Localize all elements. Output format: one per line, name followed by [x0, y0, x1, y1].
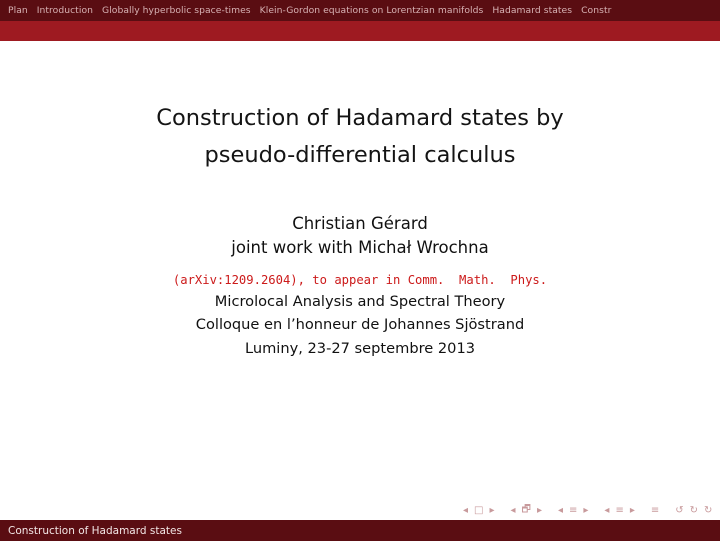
footer-short-title: Construction of Hadamard states: [8, 524, 182, 537]
beamer-navigation-controls: [463, 502, 718, 518]
slide-title: [0, 100, 720, 174]
toc-icon[interactable]: ≡: [650, 504, 660, 516]
frame-icon[interactable]: 🗗: [521, 503, 531, 515]
nav-section-plan[interactable]: Plan: [8, 5, 28, 16]
title-line-1: Construction of Hadamard states by: [156, 105, 564, 131]
venue-line-3: Luminy, 23-27 septembre 2013: [244, 340, 476, 357]
next-slide-icon[interactable]: ▸: [489, 504, 495, 516]
next-section-icon[interactable]: ▸: [629, 504, 635, 516]
nav-section-hadamard-states[interactable]: Hadamard states: [492, 5, 573, 16]
nav-section-globally-hyperbolic[interactable]: Globally hyperbolic space-times: [102, 5, 251, 16]
section-navigation-bar: [0, 0, 720, 21]
venue-line-1: Microlocal Analysis and Spectral Theory: [214, 293, 506, 310]
slide-icon[interactable]: □: [474, 504, 484, 516]
prev-subsection-icon[interactable]: ◂: [557, 504, 563, 516]
venue-line-2: Colloque en l’honneur de Johannes Sjöstrand: [195, 316, 525, 333]
back-icon[interactable]: ↺: [675, 504, 684, 516]
subsection-bar: [0, 21, 720, 41]
footer-bar: [0, 520, 720, 541]
prev-section-icon[interactable]: ◂: [604, 504, 610, 516]
next-subsection-icon[interactable]: ▸: [583, 504, 589, 516]
section-icon[interactable]: ≡: [615, 504, 624, 516]
forward-icon[interactable]: ↻: [689, 504, 699, 516]
search-icon[interactable]: ↻: [704, 504, 713, 516]
title-line-2: pseudo-differential calculus: [204, 142, 516, 168]
prev-slide-icon[interactable]: ◂: [463, 504, 469, 516]
nav-section-introduction[interactable]: Introduction: [36, 5, 93, 16]
subsection-icon[interactable]: ≡: [569, 504, 578, 516]
prev-frame-icon[interactable]: ◂: [510, 504, 516, 516]
next-frame-icon[interactable]: ▸: [536, 504, 542, 516]
author-name: Christian Gérard: [292, 214, 428, 233]
nav-section-construction[interactable]: Constr: [581, 5, 612, 16]
joint-work-note: joint work with Michał Wrochna: [231, 238, 489, 257]
nav-section-klein-gordon[interactable]: Klein-Gordon equations on Lorentzian manifolds: [259, 5, 484, 16]
arxiv-reference: (arXiv:1209.2604), to appear in Comm. Math. Phys.: [172, 273, 548, 287]
